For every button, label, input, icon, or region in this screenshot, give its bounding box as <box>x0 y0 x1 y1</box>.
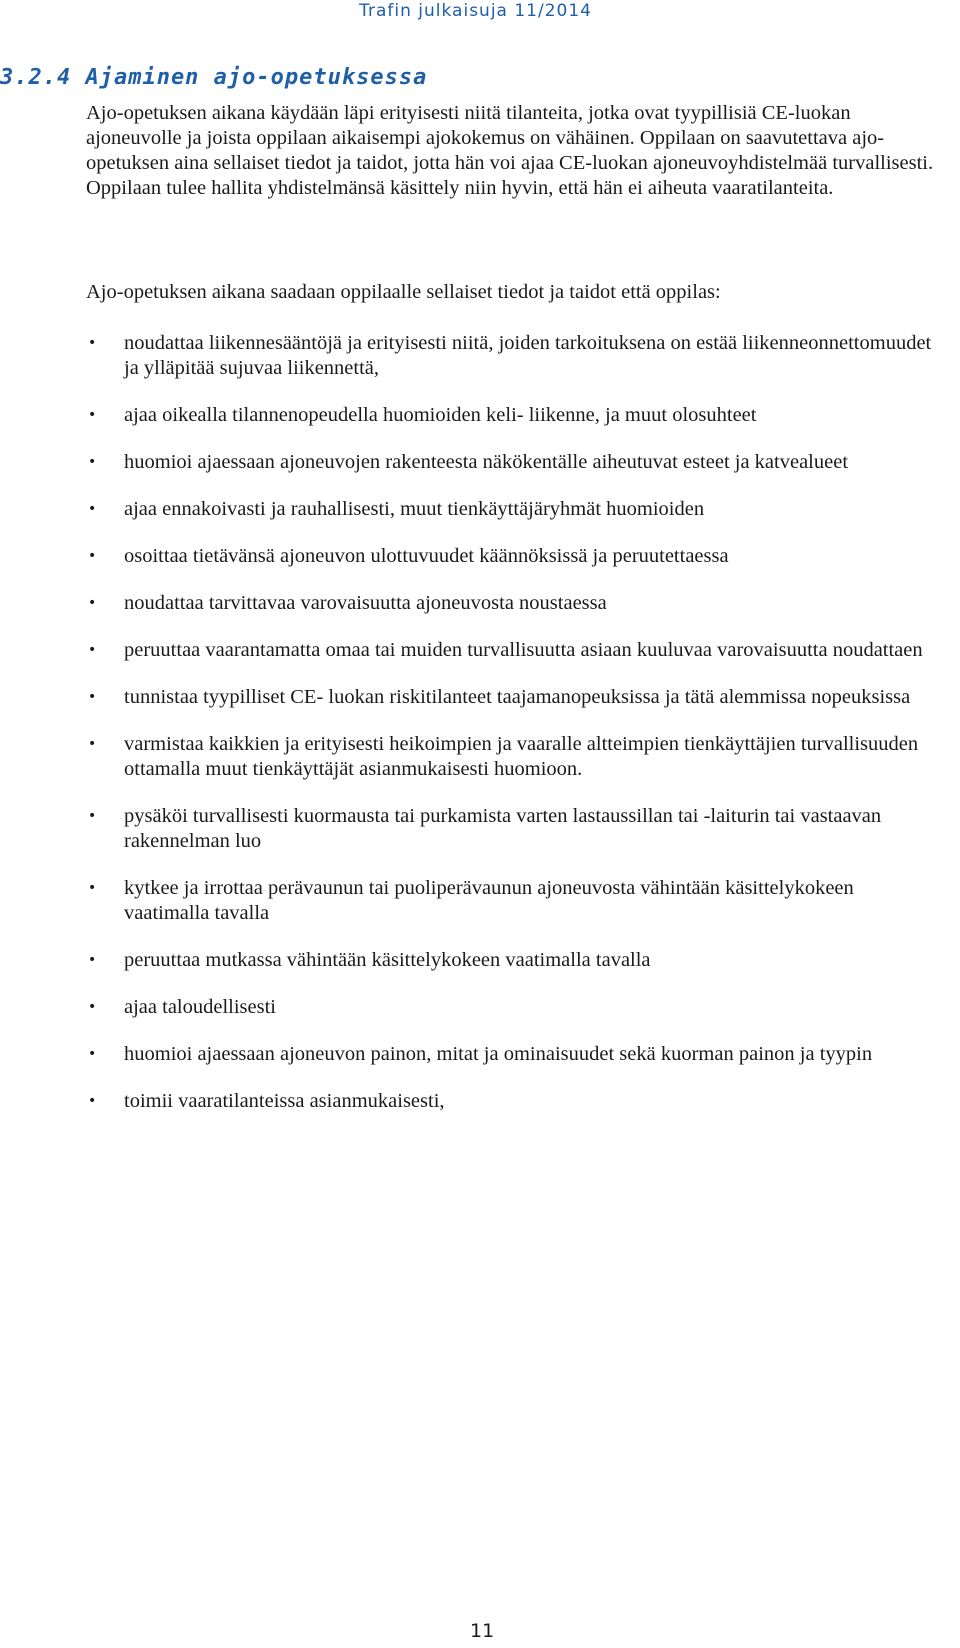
list-item-text: ajaa oikealla tilannenopeudella huomioiden keli- liikenne, ja muut olosuhteet <box>124 404 757 426</box>
list-item <box>86 876 936 926</box>
list-item-text: noudattaa tarvittavaa varovaisuutta ajoneuvosta noustaessa <box>124 592 607 614</box>
bullet-icon: • <box>88 999 97 1015</box>
list-item <box>86 732 936 782</box>
list-item-text: huomioi ajaessaan ajoneuvojen rakenteesta näkökentälle aiheutuvat esteet ja katvealueet <box>124 451 849 473</box>
bullet-icon: • <box>88 595 97 611</box>
list-item <box>86 1089 936 1114</box>
bullet-icon: • <box>88 952 97 968</box>
page-number: 11 <box>470 1620 495 1642</box>
list-item <box>86 331 936 381</box>
list-item-text: kytkee ja irrottaa perävaunun tai puoliperävaunun ajoneuvosta vähintään käsittelykokeen vaatimalla tavalla <box>124 877 854 924</box>
list-item <box>86 497 936 522</box>
bullet-icon: • <box>88 808 97 824</box>
list-item-text: huomioi ajaessaan ajoneuvon painon, mitat ja ominaisuudet sekä kuorman painon ja tyypin <box>124 1043 873 1065</box>
running-header-title: Trafin julkaisuja 11/2014 <box>359 1 592 21</box>
list-item-text: ajaa ennakoivasti ja rauhallisesti, muut tienkäyttäjäryhmät huomioiden <box>124 498 705 520</box>
bullet-icon: • <box>88 880 97 896</box>
list-item-text: toimii vaaratilanteissa asianmukaisesti, <box>124 1090 445 1112</box>
list-item <box>86 544 936 569</box>
list-item-text: peruuttaa vaarantamatta omaa tai muiden turvallisuutta asiaan kuuluvaa varovaisuutta noudattaen <box>124 639 923 661</box>
bullet-icon: • <box>88 501 97 517</box>
list-item-text: osoittaa tietävänsä ajoneuvon ulottuvuudet käännöksissä ja peruutettaessa <box>124 545 729 567</box>
list-item <box>86 638 936 663</box>
list-item <box>86 948 936 973</box>
section-heading: 3.2.4 Ajaminen ajo-opetuksessa <box>0 65 428 90</box>
bullet-icon: • <box>88 548 97 564</box>
list-item <box>86 804 936 854</box>
list-item-text: peruuttaa mutkassa vähintään käsittelykokeen vaatimalla tavalla <box>124 949 651 971</box>
bullet-icon: • <box>88 407 97 423</box>
bullet-icon: • <box>88 736 97 752</box>
list-item <box>86 450 936 475</box>
bullet-icon: • <box>88 335 97 351</box>
bullet-icon: • <box>88 454 97 470</box>
list-item <box>86 685 936 710</box>
requirements-list <box>86 331 936 1136</box>
list-item <box>86 591 936 616</box>
list-item-text: ajaa taloudellisesti <box>124 996 276 1018</box>
list-item <box>86 403 936 428</box>
list-item <box>86 1042 936 1067</box>
list-item-text: tunnistaa tyypilliset CE- luokan riskitilanteet taajamanopeuksissa ja tätä alemmissa nopeuksissa <box>124 686 911 708</box>
bullet-icon: • <box>88 642 97 658</box>
list-item-text: varmistaa kaikkien ja erityisesti heikoimpien ja vaaralle altteimpien tienkäyttäjien turvallisuuden ottamalla muut tienkäyttäjät asianmukaisesti huomioon. <box>124 733 919 780</box>
bullet-icon: • <box>88 1093 97 1109</box>
bullet-icon: • <box>88 1046 97 1062</box>
list-lead-paragraph: Ajo-opetuksen aikana saadaan oppilaalle sellaiset tiedot ja taidot että oppilas: <box>86 281 721 303</box>
list-item-text: pysäköi turvallisesti kuormausta tai purkamista varten lastaussillan tai -laiturin tai vastaavan rakennelman luo <box>124 805 882 852</box>
list-item-text: noudattaa liikennesääntöjä ja erityisesti niitä, joiden tarkoituksena on estää liikenneonnettomuudet ja ylläpitää sujuvaa liikennettä, <box>124 332 932 379</box>
intro-paragraph: Ajo-opetuksen aikana käydään läpi erityisesti niitä tilanteita, jotka ovat tyypillisiä CE-luokan ajoneuvolle ja joista oppilaan aikaisempi ajokokemus on vähäinen. Oppilaan on saavutettava ajo-opetuksen aina sellaiset tiedot ja taidot, jotta hän voi ajaa CE-luokan ajoneuvoyhdistelmää turvallisesti. Oppilaan tulee hallita yhdistelmänsä käsittely niin hyvin, että hän ei aiheuta vaaratilanteita. <box>86 102 934 199</box>
list-item <box>86 995 936 1020</box>
bullet-icon: • <box>88 689 97 705</box>
